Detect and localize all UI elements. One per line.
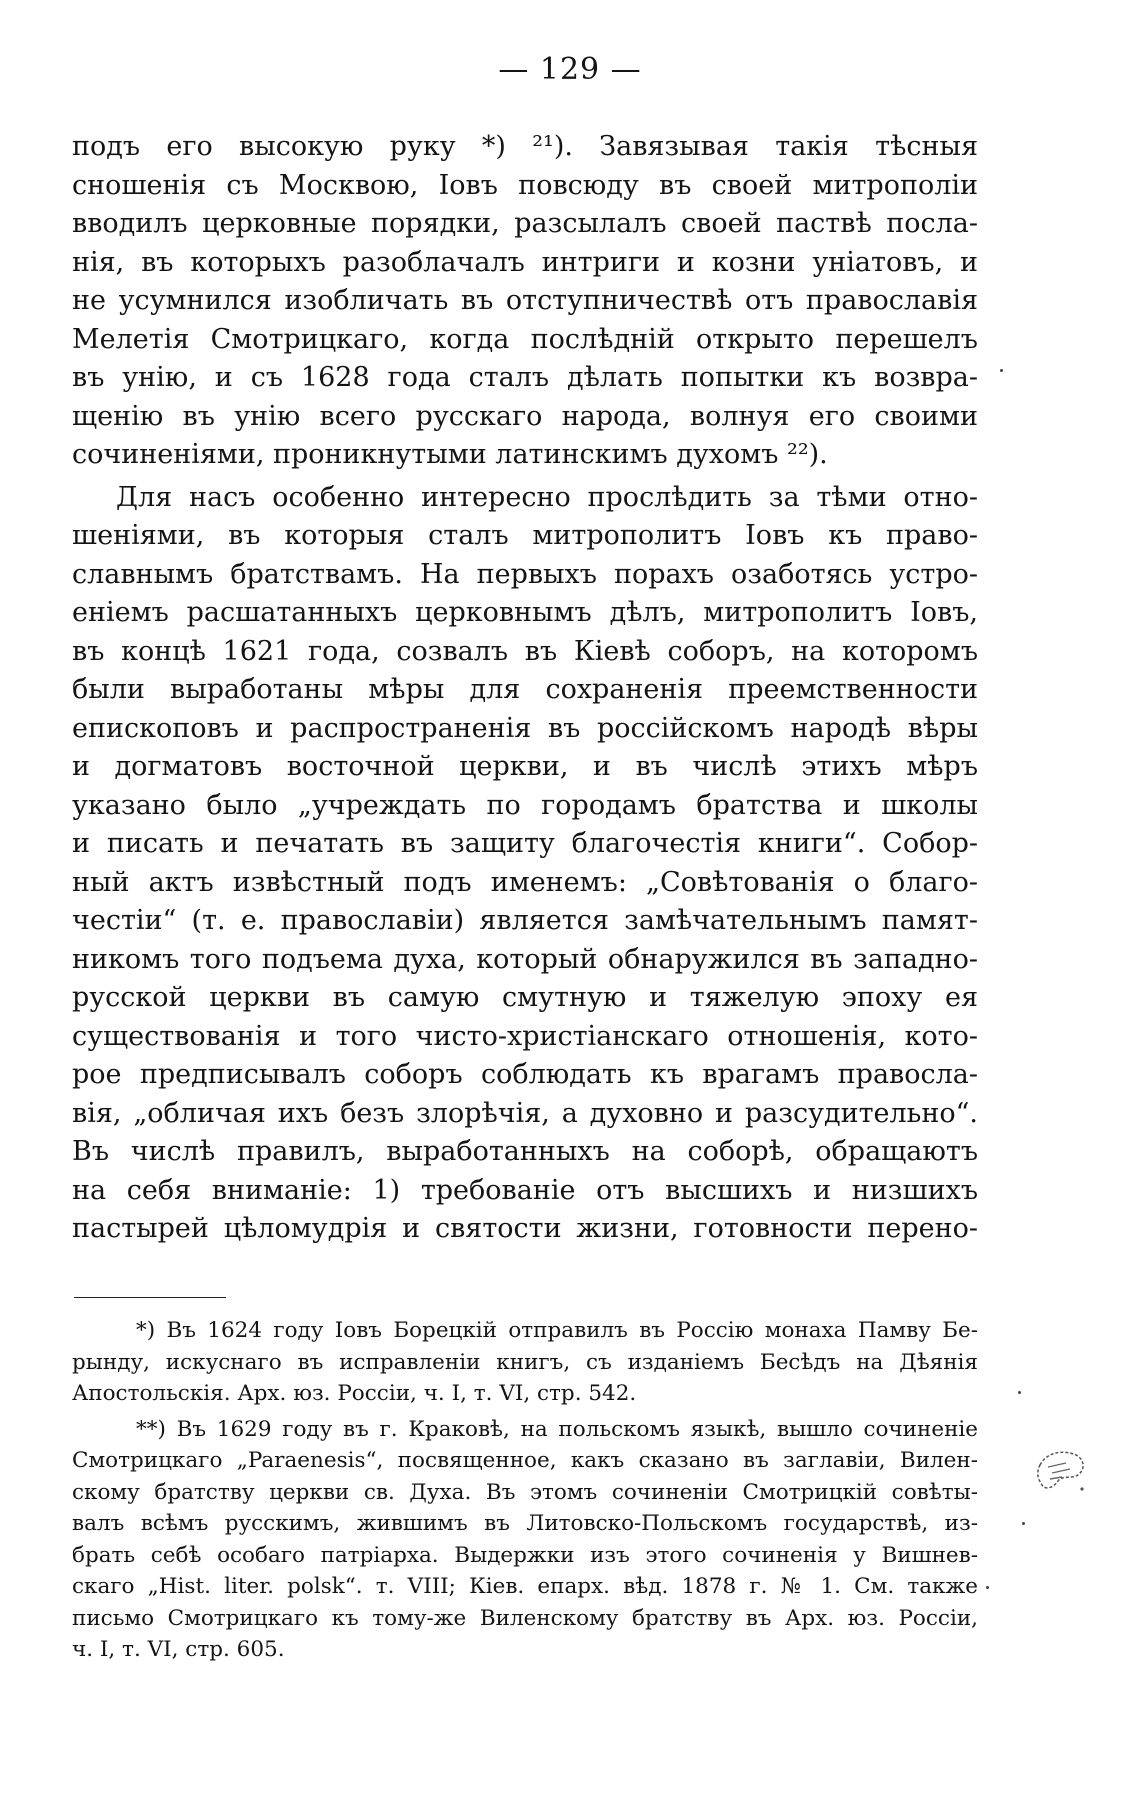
text-line: рое предписывалъ соборъ соблюдать къ врагамъ правосла- bbox=[72, 1059, 978, 1090]
text-line: Для насъ особенно интересно прослѣдить за тѣми отно- bbox=[116, 481, 978, 513]
main-text bbox=[72, 128, 978, 1249]
footnote-line: Смотрицкаго „Paraenesis“, посвященное, какъ сказано въ заглавіи, Вилен- bbox=[72, 1448, 978, 1473]
footnote-2 bbox=[72, 1414, 978, 1666]
page-number: — 129 — bbox=[498, 52, 642, 87]
footnote-line: ч. I, т. VI, стр. 605. bbox=[72, 1637, 285, 1662]
text-line: подъ его высокую руку *) ²¹). Завязывая такія тѣсныя bbox=[72, 131, 978, 162]
text-line: существованія и того чисто-христіанскаго отношенія, кото- bbox=[72, 1020, 978, 1052]
footnote-line: скому братству церкви св. Духа. Въ этомъ сочиненіи Смотрицкій совѣты- bbox=[72, 1479, 978, 1505]
text-line: на себя вниманіе: 1) требованіе отъ высшихъ и низшихъ bbox=[72, 1174, 978, 1206]
text-line: сочиненіями, проникнутыми латинскимъ духомъ ²²). bbox=[72, 439, 828, 470]
text-line: были выработаны мѣры для сохраненія преемственности bbox=[72, 674, 978, 705]
footnote-line: скаго „Hist. liter. polsk“. т. VIII; Кіев. епарх. вѣд. 1878 г. № 1. См. также bbox=[72, 1574, 978, 1599]
text-line: пастырей цѣломудрія и святости жизни, готовности перено- bbox=[72, 1213, 978, 1244]
footnote-1 bbox=[72, 1315, 978, 1410]
text-line: нія, въ которыхъ разоблачалъ интриги и козни уніатовъ, и bbox=[72, 246, 978, 278]
margin-mark bbox=[1022, 1522, 1025, 1525]
text-line: и писать и печатать въ защиту благочестія книги“. Собор- bbox=[72, 828, 978, 859]
text-line: еніемъ расшатанныхъ церковнымъ дѣлъ, митрополитъ Іовъ, bbox=[72, 597, 978, 628]
text-line: епископовъ и распространенія въ россійскомъ народѣ вѣры bbox=[72, 712, 978, 744]
margin-mark bbox=[1018, 1391, 1021, 1394]
footnotes bbox=[72, 1315, 978, 1666]
margin-mark bbox=[1000, 369, 1003, 372]
text-line: въ концѣ 1621 года, созвалъ въ Кіевѣ соборъ, на которомъ bbox=[72, 635, 978, 667]
text-line: не усумнился изобличать въ отступничествѣ отъ православія bbox=[72, 285, 978, 316]
text-line: никомъ того подъема духа, который обнаружился въ западно- bbox=[72, 943, 978, 975]
text-line: вводилъ церковные порядки, разсылалъ своей паствѣ посла- bbox=[72, 208, 978, 239]
ink-smudge-icon bbox=[1032, 1445, 1092, 1501]
text-line: указано было „учреждать по городамъ братства и школы bbox=[72, 789, 978, 821]
text-line: шеніями, въ которыя сталъ митрополитъ Іовъ къ право- bbox=[72, 520, 978, 551]
footnote-divider bbox=[74, 1297, 226, 1298]
footnote-line: письмо Смотрицкаго къ тому-же Виленскому братству въ Арх. юз. Россіи, bbox=[72, 1605, 978, 1631]
footnote-line: **) Въ 1629 году въ г. Краковѣ, на польскомъ языкѣ, вышло сочиненіе bbox=[136, 1416, 978, 1442]
footnote-line: *) Въ 1624 году Іовъ Борецкій отправилъ въ Россію монаха Памву Бе- bbox=[136, 1318, 978, 1343]
footnote-line: валъ всѣмъ русскимъ, жившимъ въ Литовско-Польскомъ государствѣ, из- bbox=[72, 1511, 978, 1536]
footnote-line: рынду, искуснаго въ исправленіи книгъ, съ изданіемъ Бесѣдъ на Дѣянія bbox=[72, 1349, 978, 1375]
text-line: Мелетія Смотрицкаго, когда послѣдній открыто перешелъ bbox=[72, 323, 978, 355]
footnote-line: брать себѣ особаго патріарха. Выдержки изъ этого сочиненія у Вишнев- bbox=[72, 1542, 978, 1568]
text-line: сношенія съ Москвою, Іовъ повсюду въ своей митрополіи bbox=[72, 169, 978, 201]
text-line: и догматовъ восточной церкви, и въ числѣ этихъ мѣръ bbox=[72, 751, 978, 782]
text-line: русской церкви въ самую смутную и тяжелую эпоху ея bbox=[72, 982, 978, 1013]
text-line: Въ числѣ правилъ, выработанныхъ на соборѣ, обращаютъ bbox=[72, 1136, 978, 1167]
text-line: въ унію, и съ 1628 года сталъ дѣлать попытки къ возвра- bbox=[72, 362, 978, 393]
text-line: честіи“ (т. е. православіи) является замѣчательнымъ памят- bbox=[72, 905, 978, 936]
text-line: славнымъ братствамъ. На первыхъ порахъ озаботясь устро- bbox=[72, 558, 978, 590]
footnote-line: Апостольскія. Арх. юз. Россіи, ч. I, т. VI, стр. 542. bbox=[72, 1381, 637, 1406]
text-line: вія, „обличая ихъ безъ злорѣчія, а духовно и разсудительно“. bbox=[72, 1097, 978, 1129]
text-line: щенію въ унію всего русскаго народа, волнуя его своими bbox=[72, 400, 978, 432]
paragraph bbox=[72, 479, 978, 1249]
margin-mark bbox=[986, 1586, 989, 1589]
text-line: ный актъ извѣстный подъ именемъ: „Совѣтованія о благо- bbox=[72, 866, 978, 898]
